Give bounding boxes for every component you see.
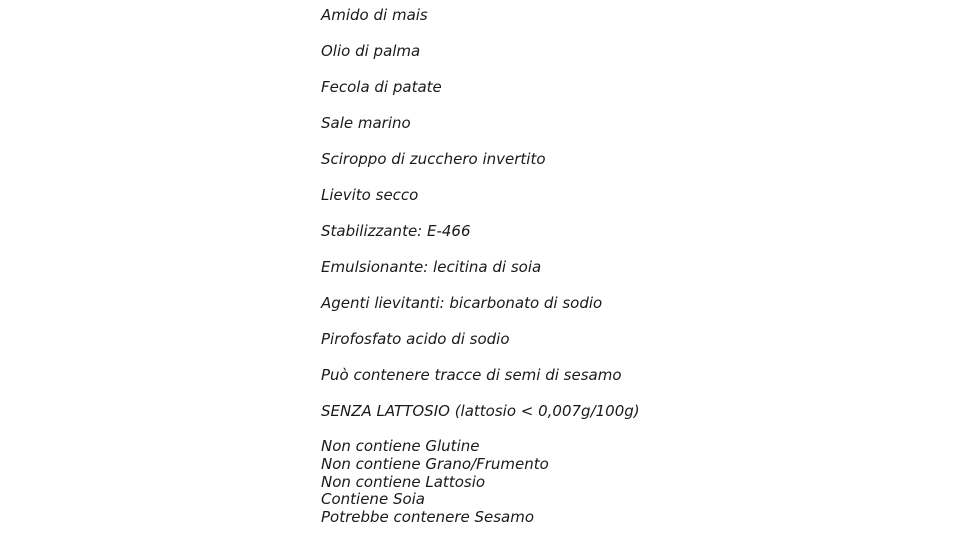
ingredient-line: Amido di mais — [321, 6, 428, 24]
allergen-claims-block — [321, 438, 549, 527]
allergen-trace-note: Può contenere tracce di semi di sesamo — [321, 366, 622, 384]
claim-gluten-free: Non contiene Glutine — [321, 437, 480, 455]
ingredient-line: Olio di palma — [321, 42, 421, 60]
ingredient-line: Agenti lievitanti: bicarbonato di sodio — [321, 294, 603, 312]
ingredient-line: Pirofosfato acido di sodio — [321, 330, 510, 348]
ingredient-line: Sciroppo di zucchero invertito — [321, 150, 546, 168]
ingredient-line: Fecola di patate — [321, 78, 442, 96]
claim-contains-soy: Contiene Soia — [321, 490, 425, 509]
lactose-free-note: SENZA LATTOSIO (lattosio < 0,007g/100g) — [321, 402, 640, 420]
claim-wheat-free: Non contiene Grano/Frumento — [321, 454, 549, 473]
claim-may-contain-sesame: Potrebbe contenere Sesamo — [321, 508, 535, 527]
ingredient-line: Emulsionante: lecitina di soia — [321, 258, 542, 276]
ingredient-line: Lievito secco — [321, 186, 419, 204]
ingredient-line: Stabilizzante: E-466 — [321, 222, 471, 240]
claim-lactose-free: Non contiene Lattosio — [321, 472, 486, 491]
ingredient-line: Sale marino — [321, 114, 411, 132]
